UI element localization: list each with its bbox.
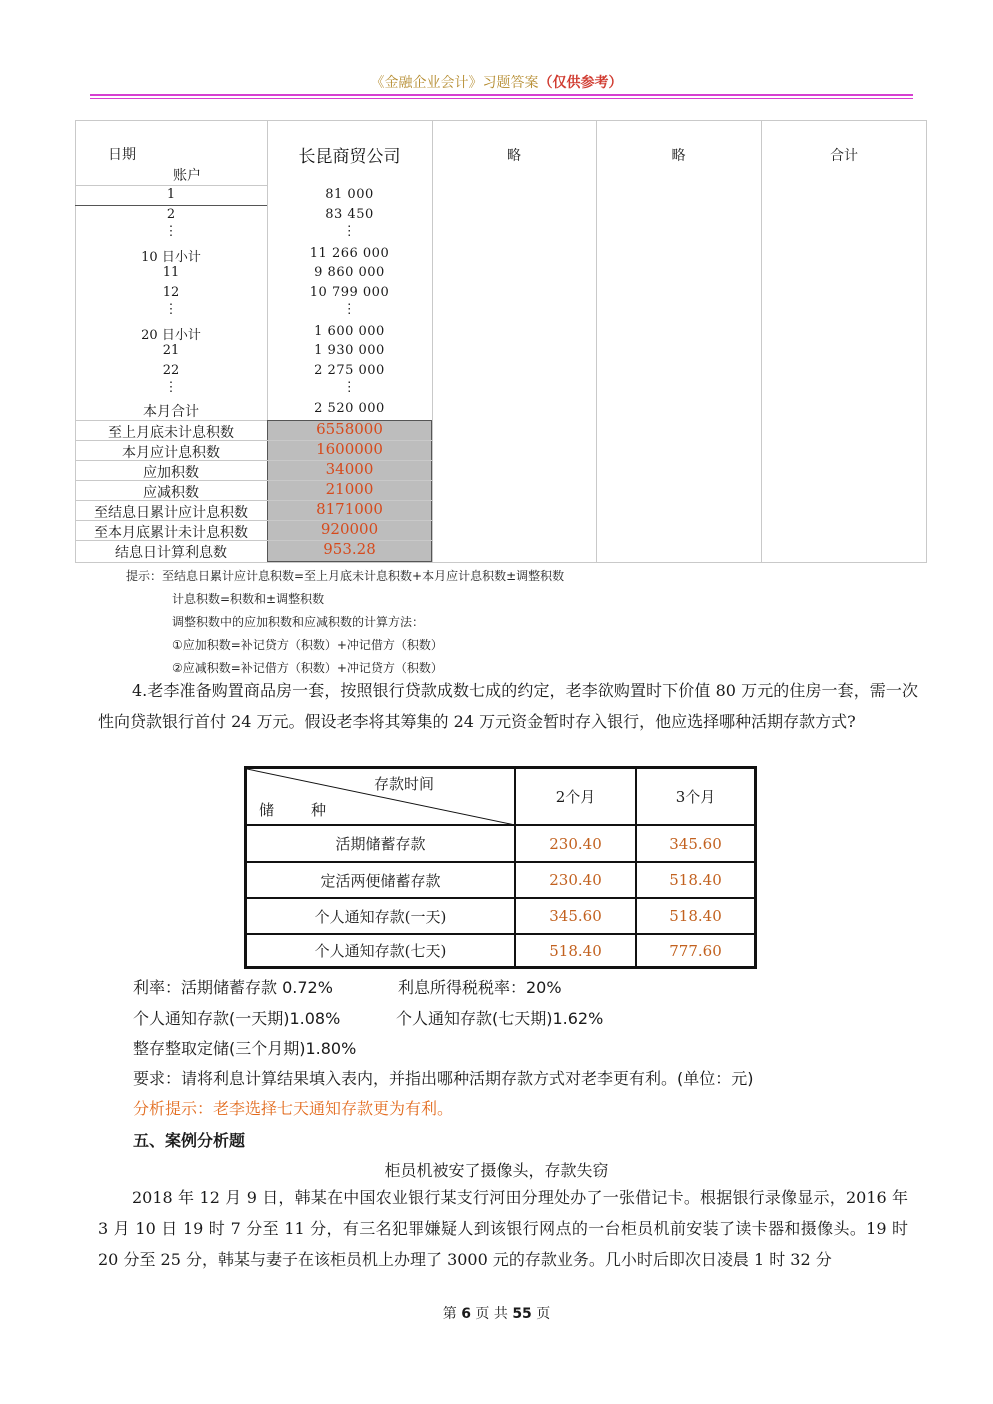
- deposit-table: [244, 766, 757, 969]
- note-line: 计息积数=积数和±调整积数: [172, 592, 325, 606]
- question-4: 4.老李准备购置商品房一套，按照银行贷款成数七成的约定，老李欲购置时下价值 80 万元的住房一套，需一次性向贷款银行首付 24 万元。假设老李将其筹集的 24 万元资金暂时存入银行，他应选择哪种活期存款方式?: [98, 681, 918, 731]
- row-name: 定活两便储蓄存款: [247, 863, 516, 899]
- row-label: 本月合计: [143, 404, 199, 420]
- calc-value: 8171000: [316, 500, 383, 518]
- footer-total: 55: [512, 1306, 532, 1322]
- diag-time-label: 存款时间: [374, 775, 435, 793]
- row-value-3m: 345.60: [637, 826, 754, 863]
- header-company: 长昆商贸公司: [298, 147, 401, 167]
- row-divider: [75, 205, 267, 206]
- col-divider: [761, 120, 762, 563]
- diag-type-label-1: 储: [259, 801, 275, 819]
- footer-mid: 页 共: [475, 1306, 508, 1322]
- row-name: 个人通知存款(七天): [247, 935, 516, 966]
- col-divider: [596, 120, 597, 563]
- rate-notice-1day: 个人通知存款(一天期)1.08%: [133, 1009, 341, 1028]
- rate-notice-7day: 个人通知存款(七天期)1.62%: [396, 1009, 604, 1028]
- row-label: ⋮: [164, 380, 178, 395]
- note-line: ①应加积数=补记贷方（积数）+冲记借方（积数）: [172, 638, 443, 652]
- diag-type-label-2: 种: [311, 801, 327, 819]
- calc-value: 21000: [325, 480, 374, 498]
- row-value: ⋮: [342, 302, 357, 317]
- calc-label: 至上月底未计息积数: [108, 425, 234, 441]
- rate-tax: 利息所得税税率：20%: [398, 978, 562, 997]
- calc-label: 结息日计算利息数: [115, 545, 227, 561]
- row-value: ⋮: [342, 380, 357, 395]
- header-rule-thin: [90, 98, 913, 99]
- row-value: 83 450: [325, 207, 374, 222]
- row-name: 个人通知存款(一天): [247, 899, 516, 935]
- row-label: 21: [162, 343, 180, 358]
- row-value: 2 520 000: [314, 401, 385, 416]
- row-value: 2 275 000: [314, 363, 385, 378]
- footer-page: 6: [461, 1306, 471, 1322]
- page-header: [0, 72, 993, 92]
- header-title: 《金融企业会计》习题答案: [370, 75, 539, 91]
- case-title: 柜员机被安了摄像头，存款失窃: [384, 1161, 609, 1180]
- header-date: 日期: [108, 147, 136, 163]
- row-label: 1: [166, 187, 176, 202]
- row-value-2m: 345.60: [516, 899, 637, 935]
- col-divider: [432, 120, 433, 563]
- footer-pre: 第: [442, 1306, 457, 1322]
- calc-label: 至结息日累计应计息积数: [94, 505, 248, 521]
- calc-value: 1600000: [316, 440, 383, 458]
- row-value: 81 000: [325, 187, 374, 202]
- rate-fixed-3m: 整存整取定储(三个月期)1.80%: [133, 1039, 357, 1058]
- calc-value: 953.28: [323, 540, 376, 558]
- row-value: ⋮: [342, 224, 357, 239]
- calc-value: 34000: [325, 460, 374, 478]
- interest-table: [75, 120, 927, 563]
- header-3-months: 3个月: [637, 769, 754, 826]
- row-label: 2: [166, 207, 176, 222]
- page-footer: [0, 1303, 993, 1323]
- section-title: 五、案例分析题: [133, 1131, 246, 1150]
- row-name: 活期储蓄存款: [247, 826, 516, 863]
- case-text: 2018 年 12 月 9 日，韩某在中国农业银行某支行河田分理处办了一张借记卡。根据银行录像显示，2016 年 3 月 10 日 19 时 7 分至 11 分，有三名犯罪嫌疑人到该银行网点的一台柜员机前安装了读卡器和摄像头。19 时 20 分至 25 分，韩某与妻子在该柜员机上办理了 3000 元的存款业务。几小时后即次日凌晨 1 时 32 分: [98, 1188, 908, 1269]
- row-label: 10 日小计: [141, 250, 201, 265]
- calc-value: 6558000: [316, 420, 383, 438]
- row-label: 22: [162, 363, 180, 378]
- rate-current: 利率：活期储蓄存款 0.72%: [133, 978, 333, 997]
- diag-cell: [247, 769, 516, 826]
- row-value: 11 266 000: [309, 246, 390, 261]
- header-account: 账户: [173, 168, 201, 184]
- row-value: 1 600 000: [314, 324, 385, 339]
- note-line: 调整积数中的应加积数和应减积数的计算方法：: [172, 615, 425, 629]
- requirement: 要求：请将利息计算结果填入表内，并指出哪种活期存款方式对老李更有利。(单位：元): [133, 1069, 754, 1088]
- calc-label: 应减积数: [143, 485, 199, 501]
- row-value-2m: 230.40: [516, 826, 637, 863]
- header-col3: 略: [507, 148, 521, 164]
- row-divider: [75, 185, 267, 186]
- row-value-3m: 777.60: [669, 941, 722, 960]
- header-col4: 略: [671, 148, 686, 164]
- header-note: （仅供参考）: [538, 75, 623, 91]
- note-line: ②应减积数=补记借方（积数）+冲记贷方（积数）: [172, 661, 443, 675]
- calc-value: 920000: [320, 520, 379, 538]
- row-value-3m: 518.40: [637, 899, 754, 935]
- header-2-months: 2个月: [516, 769, 637, 826]
- calc-label: 应加积数: [143, 465, 199, 481]
- calc-label: 本月应计息积数: [122, 445, 220, 461]
- row-value: 9 860 000: [314, 265, 385, 280]
- note-hint: 提示：至结息日累计应计息积数=至上月底未计息积数+本月应计息积数±调整积数: [126, 569, 565, 583]
- row-divider: [75, 420, 267, 421]
- row-label: 12: [162, 285, 180, 300]
- calc-label: 至本月底累计未计息积数: [94, 525, 248, 541]
- row-value: 1 930 000: [314, 343, 385, 358]
- row-value-2m: 518.40: [516, 935, 637, 966]
- header-total: 合计: [830, 148, 858, 164]
- analysis-hint: 分析提示：老李选择七天通知存款更为有利。: [133, 1099, 454, 1118]
- row-label: ⋮: [164, 224, 178, 239]
- row-value: 10 799 000: [309, 285, 390, 300]
- row-label: 11: [162, 265, 180, 280]
- header-rule: [90, 94, 913, 96]
- row-value-2m: 230.40: [516, 863, 637, 899]
- row-value-3m: 518.40: [637, 863, 754, 899]
- row-label: ⋮: [164, 302, 178, 317]
- row-label: 20 日小计: [141, 328, 201, 343]
- footer-post: 页: [536, 1306, 551, 1322]
